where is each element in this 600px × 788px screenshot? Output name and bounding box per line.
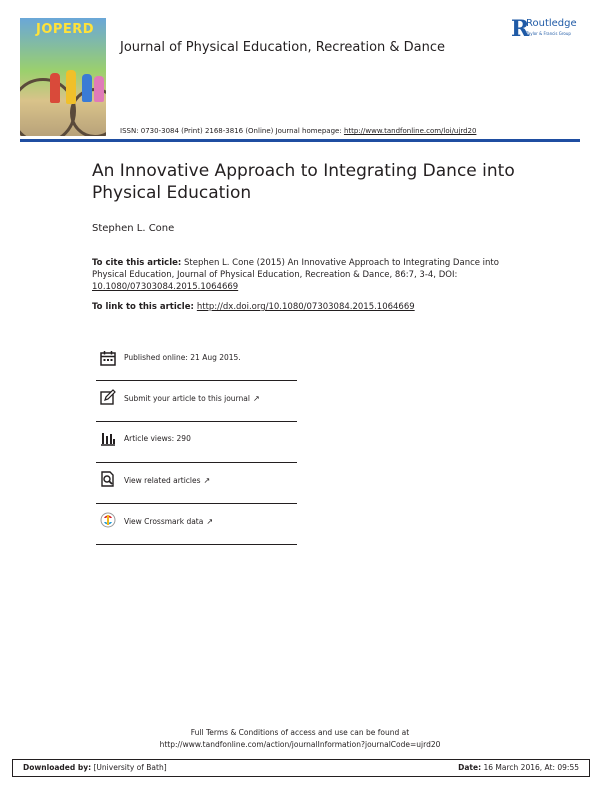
- link-to-article: [92, 301, 415, 313]
- submit-row[interactable]: [96, 388, 297, 408]
- terms-note: [0, 727, 600, 751]
- routledge-logo[interactable]: [511, 16, 591, 56]
- download-info-bar: [12, 759, 590, 777]
- external-link-icon: ↗: [252, 394, 260, 403]
- header-divider: [20, 139, 580, 142]
- cite-label: To cite this article:: [92, 258, 182, 268]
- download-date: Date: 16 March 2016, At: 09:55: [458, 763, 579, 772]
- article-author: Stephen L. Cone: [92, 223, 175, 234]
- publisher-sub: Taylor & Francis Group: [526, 31, 571, 36]
- external-link-icon: ↗: [206, 517, 214, 526]
- submit-article-link[interactable]: Submit your article to this journal ↗: [124, 394, 260, 403]
- calendar-icon: [100, 350, 116, 366]
- issn-line: [120, 127, 476, 135]
- bar-chart-icon: [100, 430, 116, 446]
- routledge-r-icon: R: [511, 16, 530, 42]
- doi-link[interactable]: 10.1080/07303084.2015.1064669: [92, 282, 239, 292]
- terms-line-1: Full Terms & Conditions of access and use can be found at: [190, 728, 410, 737]
- article-views: Article views: 290: [124, 434, 191, 443]
- citation-block: [92, 257, 532, 293]
- downloaded-by: Downloaded by: [University of Bath]: [23, 763, 167, 772]
- external-link-icon: ↗: [203, 476, 211, 485]
- row-divider: [96, 462, 297, 463]
- row-divider: [96, 380, 297, 381]
- row-divider: [96, 421, 297, 422]
- crossmark-row[interactable]: [96, 511, 297, 531]
- link-label: To link to this article:: [92, 302, 197, 312]
- published-row: [96, 348, 297, 368]
- article-title: An Innovative Approach to Integrating Dance into Physical Education: [92, 161, 515, 203]
- issn-text: ISSN: 0730-3084 (Print) 2168-3816 (Online) Journal homepage:: [120, 127, 344, 135]
- related-articles-link[interactable]: View related articles ↗: [124, 476, 211, 485]
- document-search-icon: [100, 471, 116, 487]
- views-row: [96, 429, 297, 449]
- cite-text: Stephen L. Cone (2015) An Innovative Approach to Integrating Dance into Physical Education, Journal of Physical Education, Recreation & Dance, 86:7, 3-4, DOI:: [92, 258, 499, 280]
- journal-homepage-link[interactable]: http://www.tandfonline.com/loi/ujrd20: [343, 127, 477, 135]
- terms-url-link[interactable]: http://www.tandfonline.com/action/journalInformation?journalCode=ujrd20: [159, 740, 441, 749]
- crossmark-icon: [100, 512, 116, 528]
- edit-icon: [100, 389, 116, 405]
- related-row[interactable]: [96, 470, 297, 490]
- row-divider: [96, 503, 297, 504]
- crossmark-link[interactable]: View Crossmark data ↗: [124, 517, 214, 526]
- row-divider: [96, 544, 297, 545]
- journal-title: Journal of Physical Education, Recreation & Dance: [120, 40, 446, 55]
- publisher-name: Routledge: [526, 18, 577, 29]
- journal-cover-image: [20, 18, 106, 136]
- cover-masthead: JOPERD: [36, 22, 95, 37]
- published-date: Published online: 21 Aug 2015.: [124, 353, 241, 362]
- article-url-link[interactable]: http://dx.doi.org/10.1080/07303084.2015.1064669: [196, 302, 415, 312]
